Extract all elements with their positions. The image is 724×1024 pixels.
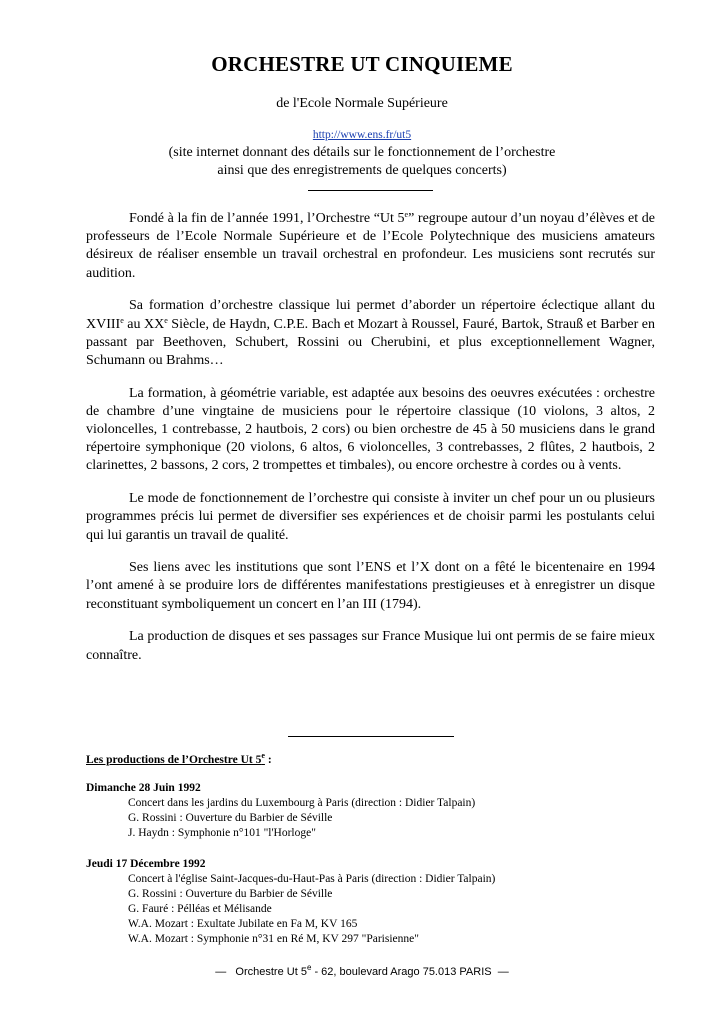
section-divider: [288, 736, 454, 737]
website-link[interactable]: http://www.ens.fr/ut5: [312, 129, 412, 141]
website-description-line-1: (site internet donnant des détails sur le fonctionnement de l’orchestre: [168, 145, 556, 160]
event-date: Jeudi 17 Décembre 1992: [86, 858, 206, 870]
event-entry: [86, 857, 686, 947]
paragraph-repertoire: Sa formation d’orchestre classique lui permet d’aborder un répertoire éclectique allant du XVIIIe au XXe Siècle, de Haydn, C.P.E. Bach et Mozart à Roussel, Fauré, Bartok, Strauß et Barber en passant par Beethoven, Schubert, Rossini ou Cherubini, et plus exceptionnellement Wagner, Schumann ou Brahms…: [86, 298, 656, 368]
event-item: J. Haydn : Symphonie n°101 "l'Horloge": [128, 827, 316, 839]
paragraph-recordings: La production de disques et ses passages sur France Musique lui ont permis de se faire mieux connaître.: [86, 629, 655, 663]
event-item: G. Rossini : Ouverture du Barbier de Séville: [128, 812, 333, 824]
page-subtitle: de l'Ecole Normale Supérieure: [276, 96, 448, 111]
paragraph-institutions: Ses liens avec les institutions que sont l’ENS et l’X dont on a fêté le bicentenaire en 1994 l’ont amené à se produire lors de différentes manifestations prestigieuses et à enregistrer un disque reconstituant symboliquement un concert en l’an III (1794).: [86, 560, 655, 612]
body-text: [86, 210, 655, 679]
event-item: W.A. Mozart : Exultate Jubilate en Fa M, KV 165: [128, 918, 358, 930]
event-entry: [86, 781, 686, 841]
event-item: Concert dans les jardins du Luxembourg à Paris (direction : Didier Talpain): [128, 797, 476, 809]
event-item: G. Fauré : Pélléas et Mélisande: [128, 903, 272, 915]
website-description-line-2: ainsi que des enregistrements de quelques concerts): [217, 163, 507, 178]
productions-list: [86, 781, 686, 963]
paragraph-functioning: Le mode de fonctionnement de l’orchestre qui consiste à inviter un chef pour un ou plusieurs programmes précis lui permet de diversifier ses expériences et de choisir parmi les postulants celui qui lui garantis un travail de qualité.: [86, 491, 655, 543]
website-description: [0, 144, 724, 180]
event-item: Concert à l'église Saint-Jacques-du-Haut-Pas à Paris (direction : Didier Talpain): [128, 873, 496, 885]
event-item: G. Rossini : Ouverture du Barbier de Séville: [128, 888, 333, 900]
page-title: ORCHESTRE UT CINQUIEME: [211, 52, 513, 76]
event-item: W.A. Mozart : Symphonie n°31 en Ré M, KV 297 "Parisienne": [128, 933, 419, 945]
header-divider: [308, 190, 433, 191]
page-footer: — Orchestre Ut 5e - 62, boulevard Arago 75.013 PARIS —: [215, 963, 509, 978]
productions-heading: Les productions de l’Orchestre Ut 5e :: [86, 751, 272, 766]
paragraph-founding: Fondé à la fin de l’année 1991, l’Orchestre “Ut 5e” regroupe autour d’un noyau d’élèves et de professeurs de l’Ecole Normale Supérieure et de l’Ecole Polytechnique des musiciens amateurs désireux de réaliser ensemble un travail orchestral en profondeur. Les musiciens sont recrutés sur audition.: [86, 210, 655, 281]
website-link-line: [0, 129, 724, 141]
paragraph-formation: La formation, à géométrie variable, est adaptée aux besoins des oeuvres exécutées : orchestre de chambre d’une vingtaine de musiciens pour le répertoire classique (10 violons, 3 altos, 2 violoncelles, 1 contrebasse, 2 hautbois, 2 cors) ou bien orchestre de 45 à 50 musiciens dans le grand répertoire symphonique (20 violons, 6 altos, 6 violoncelles, 3 contrebasses, 2 flûtes, 2 hautbois, 2 clarinettes, 2 bassons, 2 cors, 2 trompettes et timbales), ou encore orchestre à cordes ou à vents.: [86, 385, 655, 474]
event-date: Dimanche 28 Juin 1992: [86, 782, 201, 794]
